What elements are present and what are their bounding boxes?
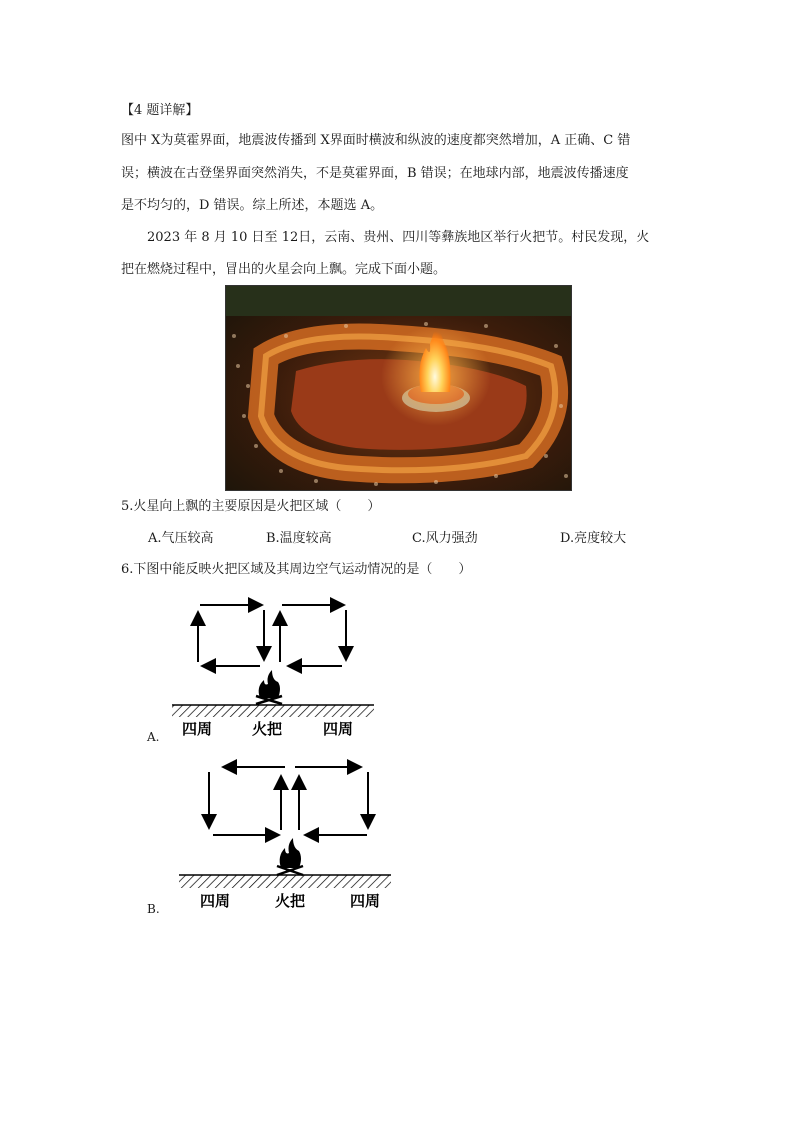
fire-icon — [277, 838, 303, 875]
q5-stem: 5.火星向上飘的主要原因是火把区域（ ） — [121, 499, 381, 514]
diagram-a-center-label: 火把 — [252, 720, 283, 738]
diagram-b — [175, 758, 397, 918]
q5-option-a[interactable]: A.气压较高 — [148, 531, 214, 546]
q5-option-b[interactable]: B.温度较高 — [266, 531, 332, 546]
diagram-a-letter[interactable]: A. — [147, 730, 160, 744]
torch-festival-photo — [225, 285, 572, 491]
explanation-line-2: 误；横波在古登堡界面突然消失，不是莫霍界面，B 错误；在地球内部，地震波传播速度 — [121, 166, 629, 181]
diagram-a-right-label: 四周 — [323, 720, 354, 738]
diagram-b-center-label: 火把 — [275, 892, 306, 910]
diagram-b-letter[interactable]: B. — [147, 902, 160, 916]
passage-line-1: 2023 年 8 月 10 日至 12日，云南、贵州、四川等彝族地区举行火把节。村民发现，火 — [147, 230, 650, 245]
q5-option-d[interactable]: D.亮度较大 — [560, 531, 627, 546]
q5-option-c[interactable]: C.风力强劲 — [412, 531, 478, 546]
explanation-line-1: 图中 X为莫霍界面，地震波传播到 X界面时横波和纵波的速度都突然增加，A 正确、C 错 — [121, 133, 631, 148]
fire-icon — [256, 670, 282, 704]
diagram-a — [168, 592, 378, 742]
diagram-b-left-label: 四周 — [200, 892, 231, 910]
q6-stem: 6.下图中能反映火把区域及其周边空气运动情况的是（ ） — [121, 562, 472, 577]
explanation-header: 【4 题详解】 — [121, 103, 199, 118]
passage-line-2: 把在燃烧过程中，冒出的火星会向上飘。完成下面小题。 — [121, 262, 447, 277]
explanation-line-3: 是不均匀的，D 错误。综上所述，本题选 A。 — [121, 198, 384, 213]
diagram-b-right-label: 四周 — [350, 892, 381, 910]
diagram-a-left-label: 四周 — [182, 720, 213, 738]
